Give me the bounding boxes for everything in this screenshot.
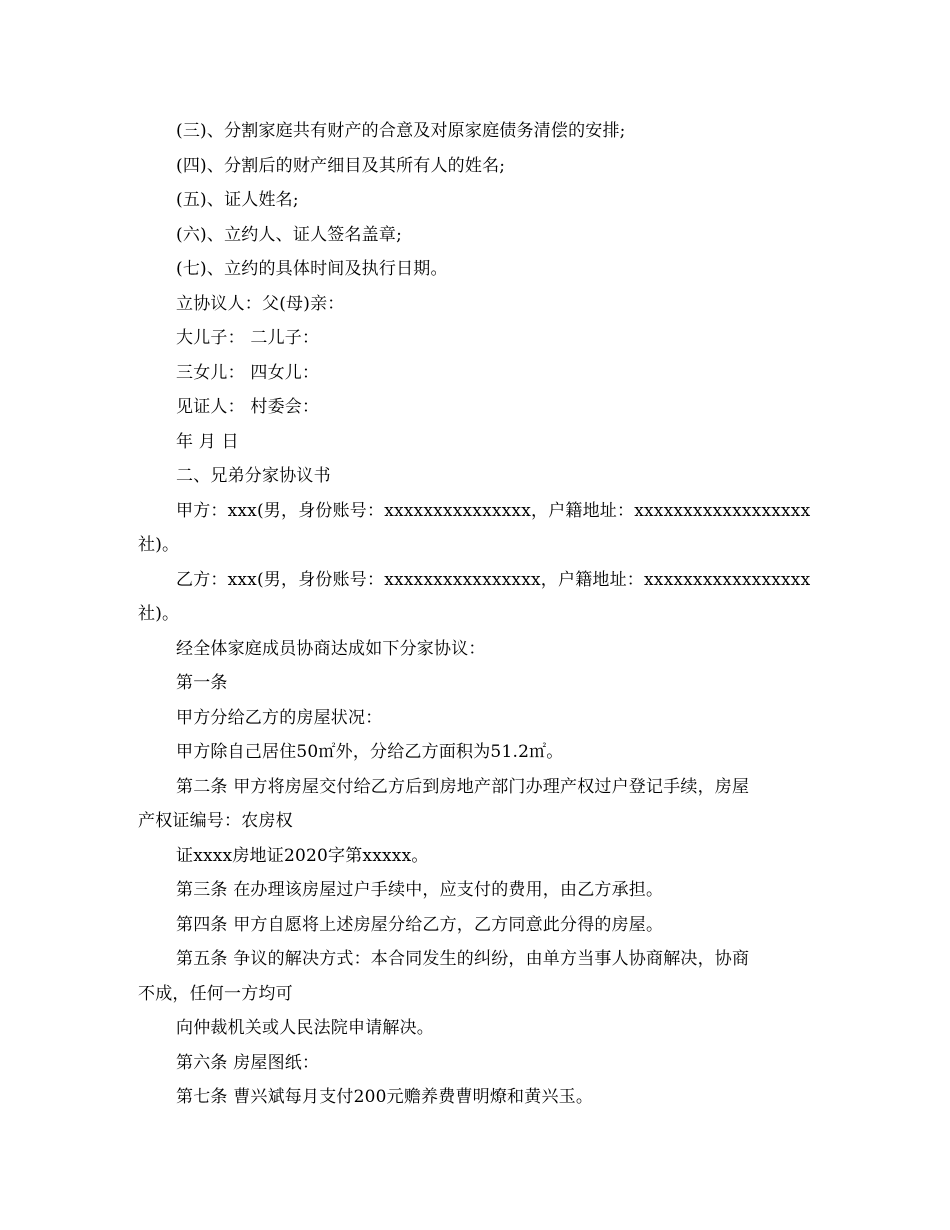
article-2-line2: 产权证编号：农房权 <box>138 811 293 831</box>
article-1-text: 甲方除自己居住50㎡外，分给乙方面积为51.2㎡。 <box>176 742 564 762</box>
party-a-line1: 甲方：xxx(男，身份账号：xxxxxxxxxxxxxxx，户籍地址：xxxxxxxxxxxxxxxxxx <box>176 500 811 521</box>
list-item-4: (四)、分割后的财产细目及其所有人的姓名; <box>176 155 506 176</box>
article-5-line2: 不成，任何一方均可 <box>138 983 293 1004</box>
signer-parents: 立协议人：父(母)亲： <box>176 293 345 314</box>
party-b-line1: 乙方：xxx(男，身份账号：xxxxxxxxxxxxxxxx，户籍地址：xxxxxxxxxxxxxxxxx <box>176 569 811 590</box>
section-title: 二、兄弟分家协议书 <box>176 466 331 486</box>
list-item-3: (三)、分割家庭共有财产的合意及对原家庭债务清偿的安排; <box>176 121 626 141</box>
signer-sons: 大儿子： 二儿子： <box>176 328 320 348</box>
article-6: 第六条 房屋图纸： <box>176 1052 320 1073</box>
signing-date: 年 月 日 <box>176 431 239 452</box>
article-5-line3: 向仲裁机关或人民法院申请解决。 <box>176 1018 434 1038</box>
article-3: 第三条 在办理该房屋过户手续中，应支付的费用，由乙方承担。 <box>176 880 664 900</box>
agreement-intro: 经全体家庭成员协商达成如下分家协议： <box>176 638 486 659</box>
list-item-6: (六)、立约人、证人签名盖章; <box>176 224 402 245</box>
list-item-5: (五)、证人姓名; <box>176 190 299 210</box>
party-a-line2: 社)。 <box>138 535 180 555</box>
signer-daughters: 三女儿： 四女儿： <box>176 362 320 383</box>
signer-witness: 见证人： 村委会： <box>176 397 320 417</box>
article-2-line1: 第二条 甲方将房屋交付给乙方后到房地产部门办理产权过户登记手续，房屋 <box>176 776 750 797</box>
document-body <box>138 114 814 1115</box>
article-1-subtitle: 甲方分给乙方的房屋状况： <box>176 707 383 728</box>
article-1-title: 第一条 <box>176 673 228 693</box>
article-4: 第四条 甲方自愿将上述房屋分给乙方，乙方同意此分得的房屋。 <box>176 914 664 935</box>
article-5-line1: 第五条 争议的解决方式：本合同发生的纠纷，由单方当事人协商解决，协商 <box>176 949 750 969</box>
list-item-7: (七)、立约的具体时间及执行日期。 <box>176 259 448 279</box>
article-2-line3: 证xxxx房地证2020字第xxxxx。 <box>176 845 429 866</box>
party-b-line2: 社)。 <box>138 604 180 624</box>
article-7: 第七条 曹兴斌每月支付200元赡养费曹明燎和黄兴玉。 <box>176 1087 594 1107</box>
